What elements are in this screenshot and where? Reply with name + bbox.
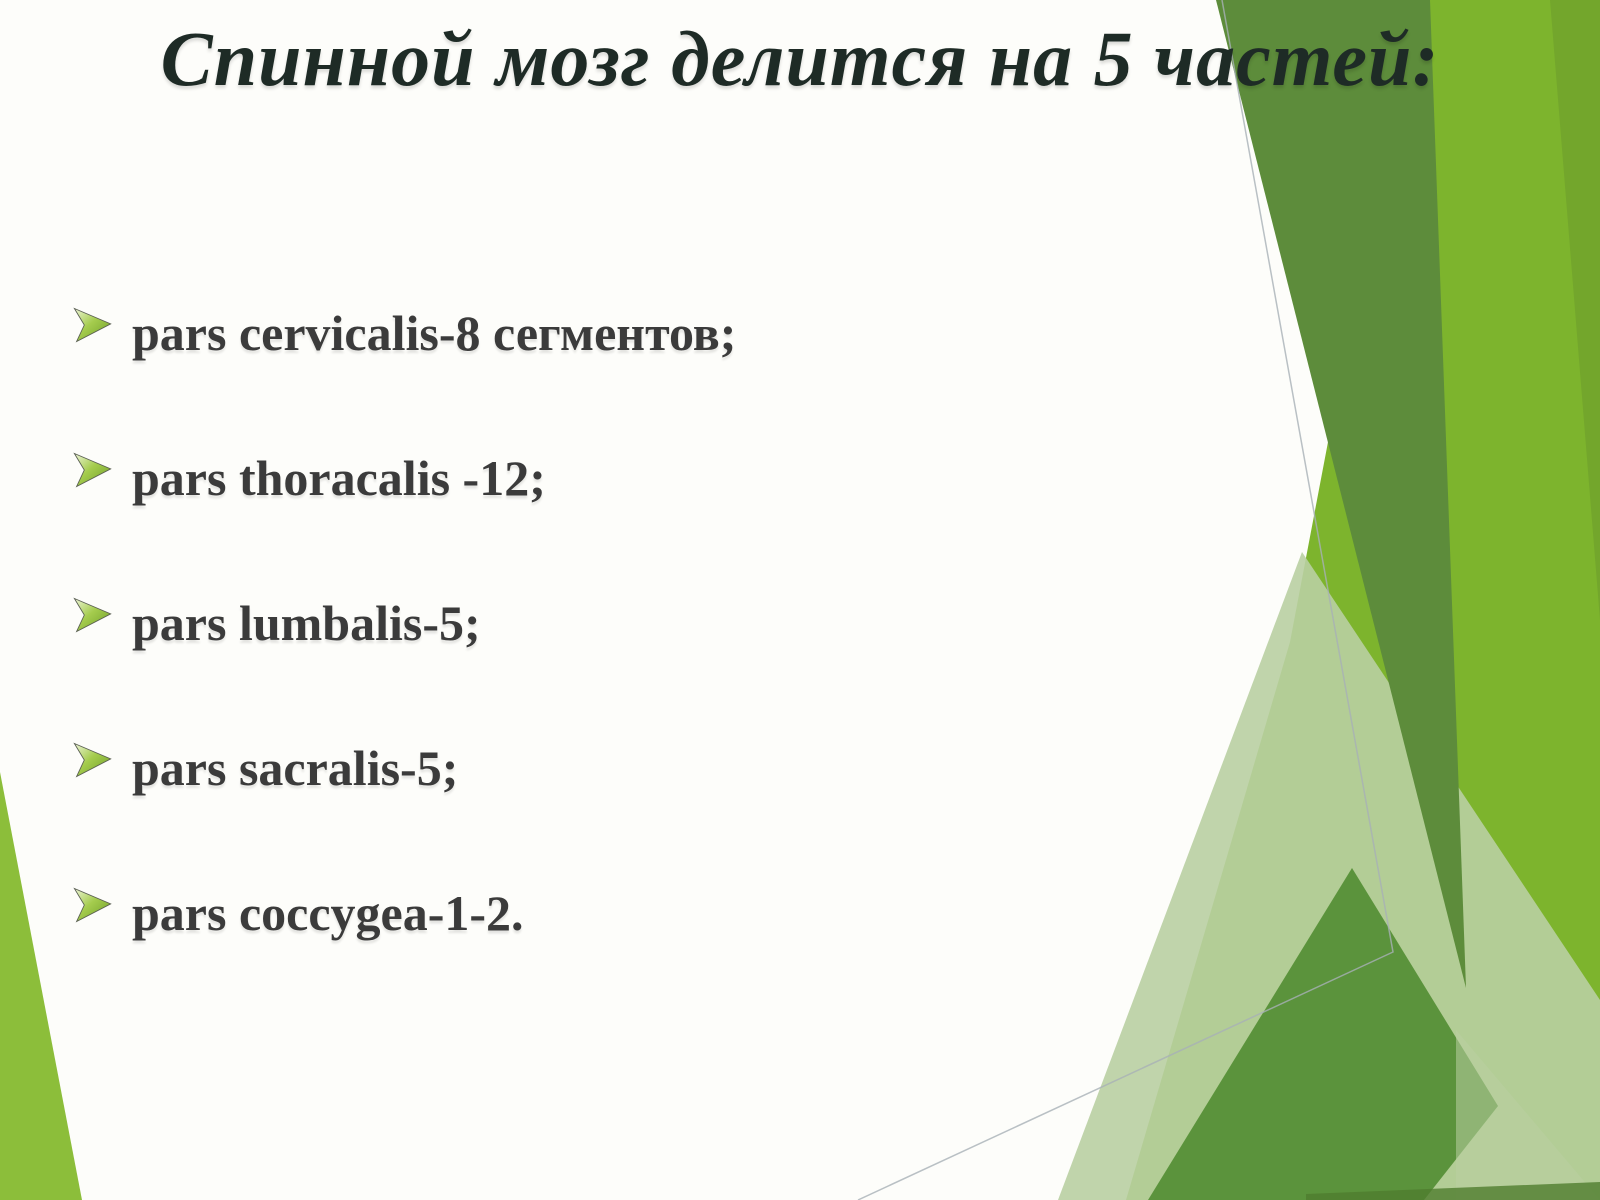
list-item	[70, 695, 736, 840]
bullet-text: pars sacralis-5;	[132, 739, 459, 796]
arrow-bullet-icon	[70, 450, 114, 490]
bullet-text: pars thoracalis -12;	[132, 449, 546, 506]
arrow-bullet-icon	[70, 740, 114, 780]
list-item	[70, 550, 736, 695]
bullet-text: pars lumbalis-5;	[132, 594, 481, 651]
arrow-bullet-icon	[70, 305, 114, 345]
list-item	[70, 405, 736, 550]
arrow-bullet-icon	[70, 595, 114, 635]
slide-title: Спинной мозг делится на 5 частей:	[160, 15, 1440, 102]
bullet-list	[70, 260, 736, 985]
list-item	[70, 840, 736, 985]
arrow-bullet-icon	[70, 885, 114, 925]
list-item	[70, 260, 736, 405]
bullet-text: pars coccygea-1-2.	[132, 884, 524, 941]
bullet-text: pars cervicalis-8 сегментов;	[132, 304, 737, 361]
